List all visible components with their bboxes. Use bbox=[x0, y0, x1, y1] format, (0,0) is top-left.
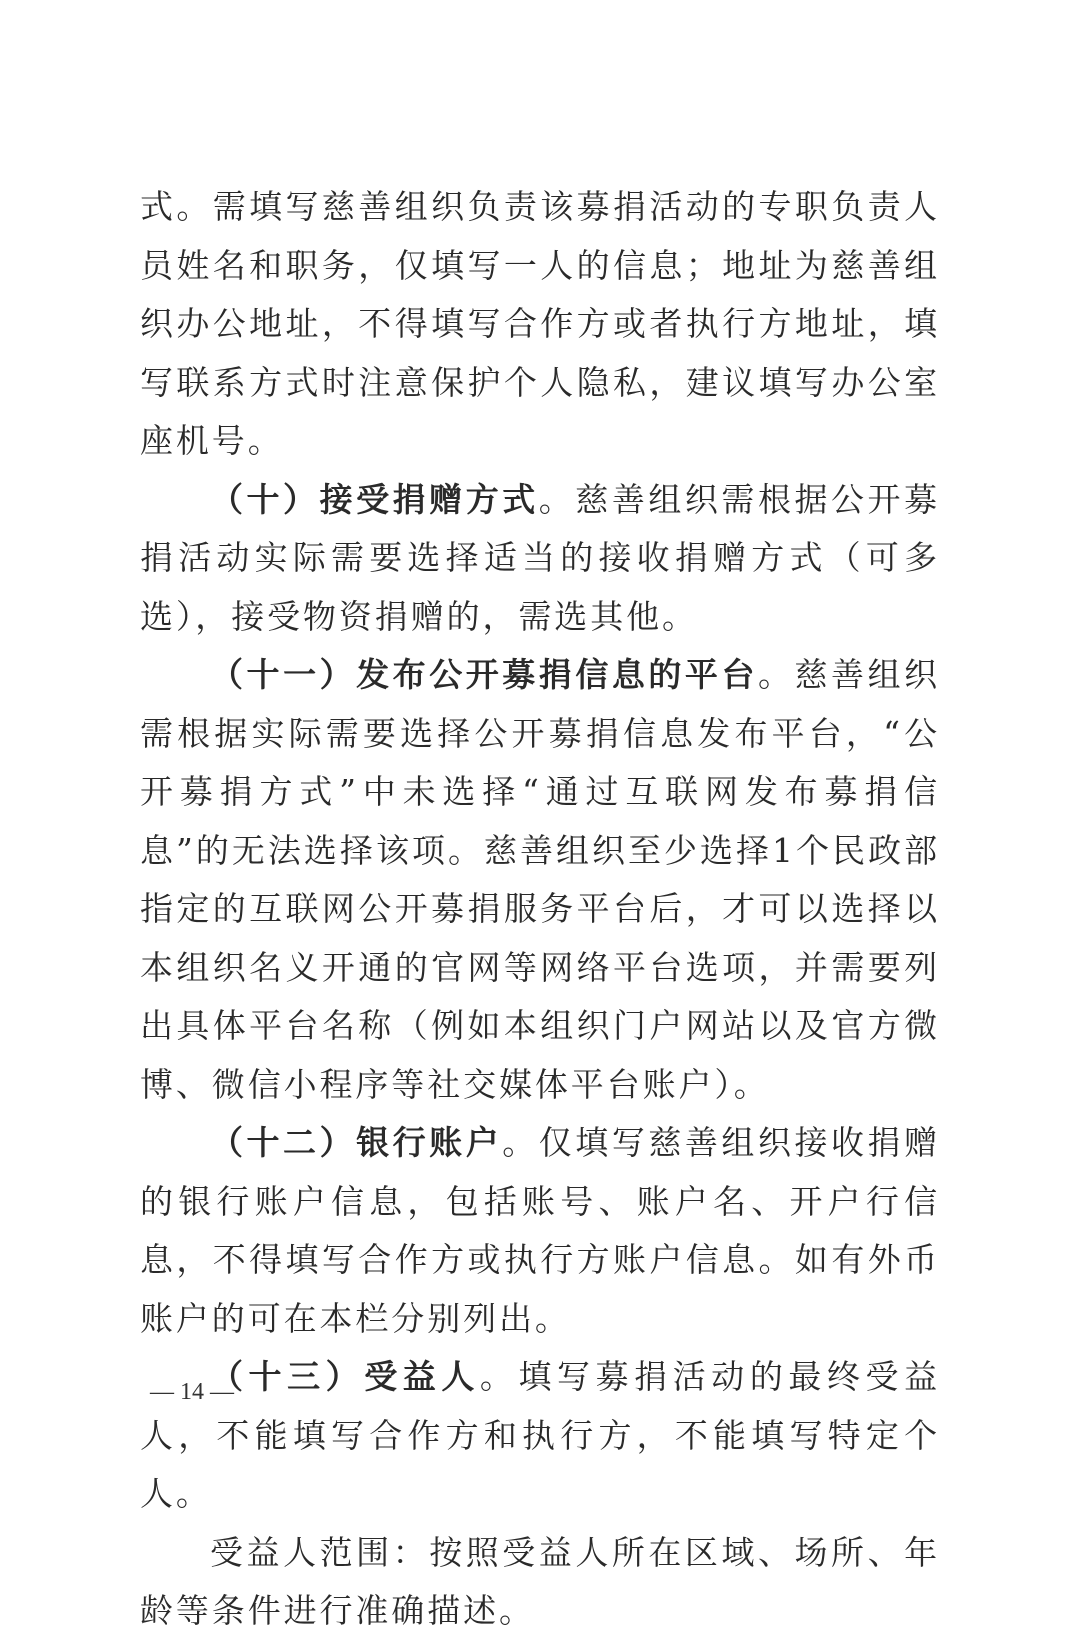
section-heading: （十三）受益人 bbox=[210, 1357, 480, 1396]
paragraph-beneficiary bbox=[140, 1348, 940, 1524]
paragraph-text: 。慈善组织需根据公开募捐活动实际需要选择适当的接收捐赠方式（可多选），接受物资捐赠的，需选其他。 bbox=[140, 479, 940, 636]
document-body bbox=[140, 178, 940, 1641]
page-number: — 14 — bbox=[150, 1379, 234, 1405]
paragraph-text: 。填写募捐活动的最终受益人，不能填写合作方和执行方，不能填写特定个人。 bbox=[140, 1357, 940, 1513]
section-heading: （十）接受捐赠方式 bbox=[210, 479, 539, 519]
paragraph-bank-account bbox=[140, 1114, 940, 1348]
section-heading: （十一）发布公开募捐信息的平台 bbox=[210, 655, 758, 694]
paragraph-text: 受益人范围：按照受益人所在区域、场所、年龄等条件进行准确描述。 bbox=[140, 1532, 940, 1630]
section-heading: （十二）银行账户 bbox=[210, 1123, 503, 1162]
paragraph-beneficiary-scope bbox=[140, 1524, 940, 1641]
paragraph-text: 。仅填写慈善组织接收捐赠的银行账户信息，包括账号、账户名、开户行信息，不得填写合作方或执行方账户信息。如有外币账户的可在本栏分别列出。 bbox=[140, 1123, 940, 1338]
paragraph-publishing-platform bbox=[140, 646, 940, 1114]
paragraph-contact-person bbox=[140, 178, 940, 471]
paragraph-text: 。慈善组织需根据实际需要选择公开募捐信息发布平台，“公开募捐方式”中未选择“通过互联网发布募捐信息”的无法选择该项。慈善组织至少选择1个民政部指定的互联网公开募捐服务平台后，才可以选择以本组织名义开通的官网等网络平台选项，并需要列出具体平台名称（例如本组织门户网站以及官方微博、微信小程序等社交媒体平台账户）。 bbox=[140, 655, 941, 1104]
paragraph-donation-method bbox=[140, 471, 940, 647]
paragraph-text: 式。需填写慈善组织负责该募捐活动的专职负责人员姓名和职务，仅填写一人的信息；地址为慈善组织办公地址，不得填写合作方或者执行方地址，填写联系方式时注意保护个人隐私，建议填写办公室座机号。 bbox=[140, 187, 940, 460]
